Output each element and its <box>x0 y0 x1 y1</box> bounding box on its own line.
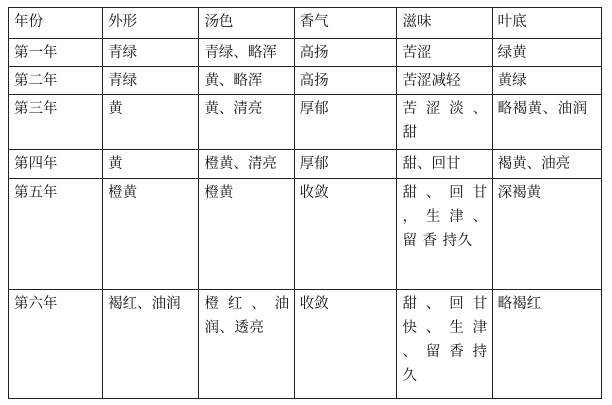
cell-taste: 苦涩 <box>397 39 492 67</box>
cell-infused-leaf: 绿黄 <box>492 39 601 67</box>
cell-aroma: 收敛 <box>294 290 397 399</box>
table-row <box>9 95 602 150</box>
cell-liquor-color: 黄、清亮 <box>199 95 294 150</box>
cell-year: 第四年 <box>9 150 103 179</box>
table-row <box>9 39 602 67</box>
cell-infused-leaf: 黄绿 <box>492 67 601 95</box>
cell-aroma: 高扬 <box>294 39 397 67</box>
cell-liquor-color: 橙 红 、 油 润、透亮 <box>199 290 294 399</box>
header-aroma: 香气 <box>294 8 397 39</box>
table-row <box>9 67 602 95</box>
cell-aroma: 收敛 <box>294 179 397 290</box>
cell-infused-leaf: 深褐黄 <box>492 179 601 290</box>
cell-liquor-color: 橙黄、清亮 <box>199 150 294 179</box>
cell-liquor-color: 青绿、略浑 <box>199 39 294 67</box>
table-row <box>9 150 602 179</box>
header-infused-leaf: 叶底 <box>492 8 601 39</box>
cell-year: 第三年 <box>9 95 103 150</box>
header-year: 年份 <box>9 8 103 39</box>
cell-taste: 苦涩减轻 <box>397 67 492 95</box>
cell-appearance: 黄 <box>103 95 199 150</box>
cell-infused-leaf: 略褐黄、油润 <box>492 95 601 150</box>
cell-aroma: 厚郁 <box>294 150 397 179</box>
cell-appearance: 褐红、油润 <box>103 290 199 399</box>
header-row <box>9 8 602 39</box>
cell-year: 第五年 <box>9 179 103 290</box>
cell-appearance: 黄 <box>103 150 199 179</box>
header-appearance: 外形 <box>103 8 199 39</box>
cell-infused-leaf: 褐黄、油亮 <box>492 150 601 179</box>
header-taste: 滋味 <box>397 8 492 39</box>
cell-taste: 甜、回甘 <box>397 150 492 179</box>
cell-appearance: 青绿 <box>103 67 199 95</box>
cell-year: 第二年 <box>9 67 103 95</box>
table-row <box>9 290 602 399</box>
cell-year: 第一年 <box>9 39 103 67</box>
cell-aroma: 厚郁 <box>294 95 397 150</box>
cell-taste: 苦 涩 淡 、 甜 <box>397 95 492 150</box>
cell-liquor-color: 橙黄 <box>199 179 294 290</box>
cell-infused-leaf: 略褐红 <box>492 290 601 399</box>
tea-aging-table <box>8 7 602 399</box>
cell-appearance: 橙黄 <box>103 179 199 290</box>
cell-year: 第六年 <box>9 290 103 399</box>
table-row <box>9 179 602 290</box>
cell-aroma: 高扬 <box>294 67 397 95</box>
cell-appearance: 青绿 <box>103 39 199 67</box>
header-liquor-color: 汤色 <box>199 8 294 39</box>
cell-liquor-color: 黄、略浑 <box>199 67 294 95</box>
cell-taste: 甜 、 回 甘 快 、 生 津 、 留 香 持久 <box>397 290 492 399</box>
cell-taste: 甜 、 回 甘 ， 生 津 、 留 香 持久 <box>397 179 492 290</box>
